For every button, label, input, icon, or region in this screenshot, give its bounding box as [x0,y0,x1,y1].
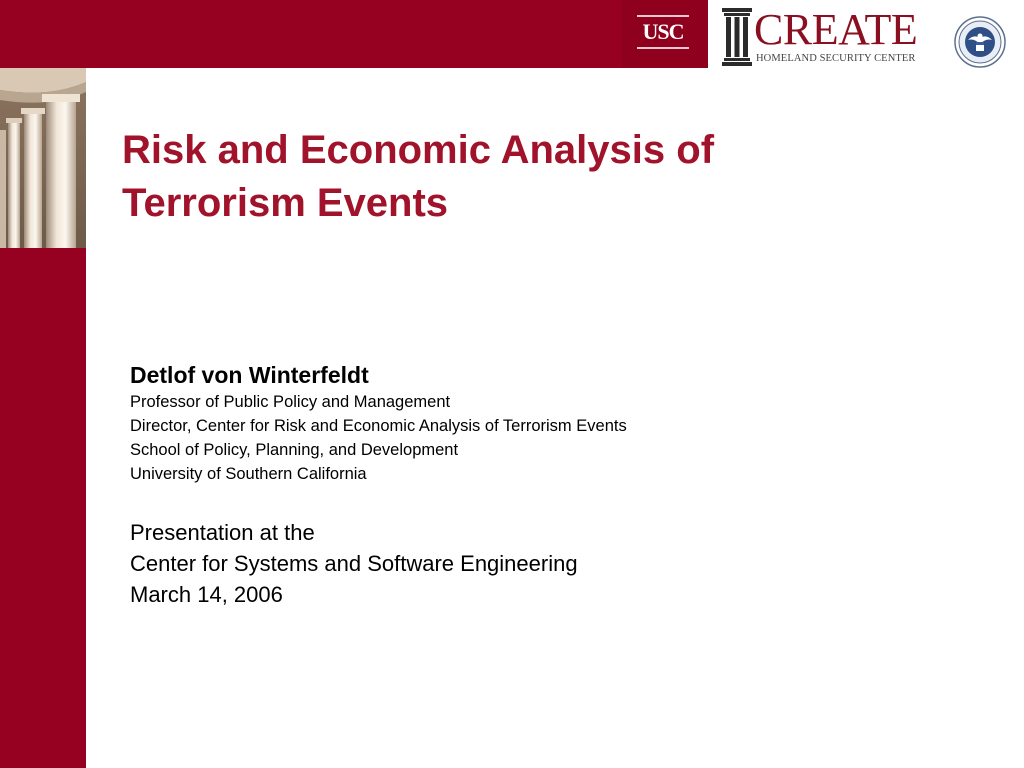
columns-icon [722,8,752,66]
slide-title [122,124,982,230]
affiliation-line: School of Policy, Planning, and Development [130,441,459,459]
usc-logo [622,0,708,68]
presentation-line: March 14, 2006 [130,582,283,607]
create-logo-text: CREATE [754,5,918,54]
title-line: Terrorism Events [122,181,449,225]
sidebar-accent [0,248,86,768]
usc-logo-text: USC [637,15,689,49]
affiliation-line: Director, Center for Risk and Economic Analysis of Terrorism Events [130,417,627,435]
columns-photo [0,68,86,248]
author-block [130,360,990,486]
title-line: Risk and Economic Analysis of [122,128,715,172]
create-logo [718,6,938,68]
create-logo-subtitle: HOMELAND SECURITY CENTER [756,53,916,64]
dhs-seal-icon [954,16,1006,68]
header-bar [0,0,708,68]
affiliation-line: Professor of Public Policy and Management [130,393,451,411]
presentation-line: Presentation at the [130,520,315,545]
affiliation-line: University of Southern California [130,465,367,483]
presentation-line: Center for Systems and Software Engineering [130,551,578,576]
presentation-block [130,517,990,610]
author-name: Detlof von Winterfeldt [130,362,369,388]
